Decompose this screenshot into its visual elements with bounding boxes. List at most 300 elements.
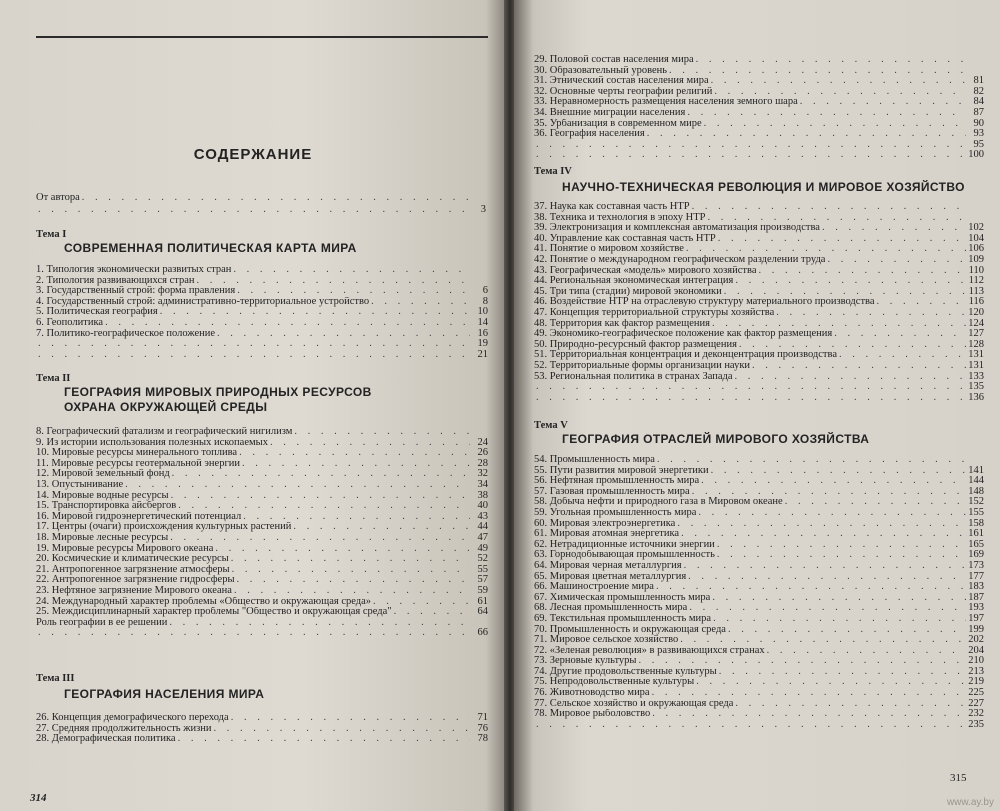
dot-leader — [172, 469, 470, 480]
toc-entry — [36, 480, 488, 491]
toc-entry-page: 135 — [968, 381, 984, 393]
theme-2-entries — [36, 427, 488, 639]
toc-entry-page: 152 — [968, 496, 984, 508]
toc-entry-page: 44 — [477, 521, 488, 533]
dot-leader — [293, 522, 470, 533]
toc-entry-title — [36, 286, 235, 297]
dot-leader — [684, 561, 966, 572]
toc-entry-title — [534, 287, 722, 298]
dot-leader — [692, 202, 966, 213]
toc-entry-title — [534, 572, 686, 583]
toc-entry — [36, 339, 488, 350]
toc-entry-title — [534, 108, 685, 119]
toc-entry-number: 26. — [36, 713, 50, 723]
top-rule — [36, 36, 488, 38]
toc-entry — [36, 307, 488, 318]
toc-entry-title — [534, 677, 694, 688]
toc-entry-text: Мировой гидроэнергетический потенциал — [51, 511, 242, 522]
toc-entry-page: 32 — [477, 468, 488, 480]
toc-entry-text: Территориальные формы организации науки — [549, 360, 751, 371]
toc-entry — [534, 108, 984, 119]
toc-entry-number: 53. — [534, 371, 548, 382]
toc-entry-number: 74. — [534, 666, 548, 677]
toc-entry-page: 102 — [968, 222, 984, 234]
toc-entry-page: 183 — [968, 581, 984, 593]
toc-entry-title — [36, 501, 176, 512]
toc-entry-title — [36, 565, 230, 576]
toc-entry-title — [534, 593, 710, 604]
toc-entry-number: 61. — [534, 529, 548, 540]
toc-entry-title — [534, 319, 710, 330]
dot-leader — [178, 501, 470, 512]
toc-entry-title — [36, 459, 240, 470]
dot-leader — [237, 575, 470, 586]
toc-entry-page: 19 — [477, 338, 488, 350]
toc-entry-number: 77. — [534, 698, 548, 709]
toc-entry-page: 177 — [968, 570, 984, 582]
theme-5-label: Тема V — [534, 420, 568, 431]
toc-entry-text: Роль географии в ее решении — [36, 617, 168, 628]
dot-leader — [822, 223, 966, 234]
toc-entry-text: Три типа (стадии) мировой экономики — [549, 286, 722, 297]
toc-entry-number: 35. — [534, 118, 548, 129]
toc-entry-title — [534, 519, 675, 530]
dot-leader — [234, 586, 470, 597]
dot-leader — [536, 393, 966, 404]
dot-leader — [758, 266, 966, 277]
dot-leader — [170, 533, 470, 544]
toc-entry-number: 14. — [36, 490, 50, 501]
toc-entry-title — [36, 544, 213, 555]
toc-entry-number: 59. — [534, 507, 548, 518]
toc-entry-title — [36, 618, 167, 629]
toc-entry — [36, 469, 488, 480]
toc-entry-number: 28. — [36, 734, 50, 745]
toc-entry-text: Текстильная промышленность мира — [549, 613, 712, 624]
toc-entry — [534, 319, 984, 330]
toc-entry — [534, 297, 984, 308]
toc-entry — [534, 276, 984, 287]
toc-entry-number: 15. — [36, 501, 50, 512]
dot-leader — [735, 699, 966, 710]
toc-entry-number: 20. — [36, 554, 50, 565]
toc-entry-page: 43 — [477, 510, 488, 522]
toc-entry-number: 29. — [534, 55, 548, 65]
theme-1-title: СОВРЕМЕННАЯ ПОЛИТИЧЕСКАЯ КАРТА МИРА — [64, 241, 357, 255]
toc-entry-page: 64 — [477, 606, 488, 618]
toc-entry-text: Геополитика — [46, 317, 104, 328]
toc-entry-text: Региональная политика в странах Запада — [549, 371, 733, 382]
dot-leader — [834, 329, 966, 340]
dot-leader — [197, 276, 470, 287]
toc-entry — [36, 607, 488, 618]
toc-entry-page: 187 — [968, 591, 984, 603]
toc-entry — [36, 724, 488, 735]
toc-entry-number: 3. — [36, 286, 44, 297]
toc-entry-number: 42. — [534, 254, 548, 265]
toc-entry — [534, 614, 984, 625]
dot-leader — [701, 476, 966, 487]
toc-entry-text: Государственный строй: административно-территориальное устройство — [46, 296, 370, 307]
toc-entry-number: 18. — [36, 532, 50, 543]
toc-entry-page: 61 — [477, 595, 488, 607]
toc-entry — [534, 350, 984, 361]
toc-entry — [534, 508, 984, 519]
dot-leader — [647, 129, 966, 140]
toc-entry-title — [36, 554, 229, 565]
toc-entry-text: Понятие о мировом хозяйстве — [549, 244, 684, 255]
toc-entry-number: 2. — [36, 275, 44, 286]
toc-entry-title — [534, 699, 733, 710]
toc-entry-title — [534, 361, 750, 372]
toc-entry-title — [534, 372, 733, 383]
dot-leader — [718, 234, 966, 245]
toc-entry-number: 69. — [534, 613, 548, 624]
toc-entry — [534, 529, 984, 540]
toc-entry-number: 23. — [36, 585, 50, 596]
toc-entry — [36, 459, 488, 470]
toc-entry-page: 169 — [968, 549, 984, 561]
toc-entry — [534, 603, 984, 614]
toc-entry — [534, 361, 984, 372]
toc-entry-text: Лесная промышленность мира — [549, 603, 688, 614]
toc-entry-title — [36, 575, 235, 586]
toc-entry-title — [534, 55, 694, 66]
toc-entry-page: 232 — [968, 708, 984, 720]
toc-entry-text: Основные черты географии религий — [549, 86, 713, 97]
toc-entry-number: 8. — [36, 427, 44, 437]
toc-entry — [36, 586, 488, 597]
toc-entry-text: Мировые ресурсы Мирового океана — [51, 543, 214, 554]
dot-leader — [656, 582, 966, 593]
toc-entry-title — [36, 734, 176, 745]
toc-entry-page: 161 — [968, 528, 984, 540]
dot-leader — [698, 508, 966, 519]
toc-entry — [534, 55, 984, 66]
toc-entry-page: 66 — [477, 627, 488, 639]
dot-leader — [711, 76, 966, 87]
dot-leader — [536, 150, 966, 161]
toc-entry-page: 95 — [973, 138, 984, 150]
toc-entry-title — [534, 76, 709, 87]
toc-entry-page: 144 — [968, 475, 984, 487]
toc-entry-title — [36, 724, 212, 735]
theme-1-label: Тема I — [36, 229, 67, 240]
toc-entry-page: 131 — [968, 359, 984, 371]
toc-entry-title — [534, 340, 737, 351]
toc-entry-title — [36, 512, 241, 523]
toc-entry-text: Мировые лесные ресурсы — [51, 532, 169, 543]
toc-entry-title — [534, 297, 875, 308]
toc-entry-text: Добыча нефти и природного газа в Мировом океане — [549, 497, 783, 508]
toc-entry-page: 84 — [973, 96, 984, 108]
toc-entry-title — [534, 582, 654, 593]
theme-2-title-line2: ОХРАНА ОКРУЖАЮЩЕЙ СРЕДЫ — [64, 400, 268, 414]
right-page — [514, 0, 1000, 811]
theme-3-entries — [36, 713, 488, 745]
theme-4-title: НАУЧНО-ТЕХНИЧЕСКАЯ РЕВОЛЮЦИЯ И МИРОВОЕ ХОЗЯЙСТВО — [562, 180, 965, 194]
toc-entry-title — [36, 480, 123, 491]
toc-entry — [534, 466, 984, 477]
toc-entry-page: 10 — [477, 306, 488, 318]
toc-entry-number: 17. — [36, 522, 50, 533]
toc-entry — [36, 522, 488, 533]
toc-entry-number: 16. — [36, 511, 50, 522]
dot-leader — [767, 646, 966, 657]
dot-leader — [536, 720, 966, 731]
toc-entry — [534, 593, 984, 604]
toc-entry-number: 41. — [534, 244, 548, 255]
toc-entry-number: 1. — [36, 265, 44, 275]
toc-entry-page: 210 — [968, 655, 984, 667]
toc-entry-number: 36. — [534, 129, 548, 140]
dot-leader — [232, 565, 470, 576]
toc-entry-title — [534, 244, 684, 255]
toc-entry-text: Политико-географическое положение — [46, 328, 216, 339]
toc-entry-text: Типология развивающихся стран — [46, 275, 195, 286]
toc-entry-text: Транспортировка айсбергов — [51, 501, 177, 512]
toc-entry-title — [36, 586, 232, 597]
toc-entry-text: Урбанизация в современном мире — [549, 118, 702, 129]
toc-entry — [36, 448, 488, 459]
toc-entry — [534, 382, 984, 393]
dot-leader — [669, 66, 966, 77]
toc-entry-number: 45. — [534, 286, 548, 297]
toc-entry-number: 71. — [534, 635, 548, 646]
toc-entry-text: Антропогенное загрязнение гидросферы — [51, 575, 235, 586]
toc-entry — [36, 628, 488, 639]
toc-entry-page: 136 — [968, 391, 984, 403]
toc-entry-title — [534, 550, 715, 561]
dot-leader — [231, 713, 470, 724]
toc-entry-number: 9. — [36, 437, 44, 448]
toc-entry-page: 148 — [968, 485, 984, 497]
toc-entry-number: 33. — [534, 97, 548, 108]
toc-entry-page: 128 — [968, 338, 984, 350]
left-page-number: 314 — [30, 792, 47, 804]
theme-2-label: Тема II — [36, 373, 71, 384]
toc-entry-text: Образовательный уровень — [549, 65, 668, 76]
toc-entry-title — [534, 688, 650, 699]
toc-entry-number: 68. — [534, 603, 548, 614]
toc-entry — [534, 255, 984, 266]
toc-entry-text: Горнодобывающая промышленность — [549, 550, 715, 561]
toc-entry-page: 113 — [968, 285, 984, 297]
toc-entry-title — [534, 308, 774, 319]
toc-entry-number: 64. — [534, 560, 548, 571]
dot-leader — [707, 213, 966, 224]
toc-entry-title — [534, 476, 699, 487]
toc-entry — [534, 244, 984, 255]
toc-entry — [534, 119, 984, 130]
toc-entry-title — [534, 255, 825, 266]
toc-entry-page: 52 — [477, 553, 488, 565]
dot-leader — [711, 466, 966, 477]
dot-leader — [735, 276, 966, 287]
toc-entry-title — [36, 491, 169, 502]
toc-entry — [36, 575, 488, 586]
toc-entry-title — [36, 438, 268, 449]
toc-entry — [534, 561, 984, 572]
dot-leader — [233, 265, 470, 276]
dot-leader — [231, 554, 470, 565]
dot-leader — [717, 550, 966, 561]
theme-3-label: Тема III — [36, 673, 75, 684]
toc-entry-title — [36, 607, 392, 618]
toc-entry-title — [534, 213, 705, 224]
toc-entry-number: 48. — [534, 318, 548, 329]
toc-entry-number: 51. — [534, 350, 548, 361]
toc-entry-text: Демографическая политика — [51, 734, 176, 745]
toc-entry — [36, 713, 488, 724]
toc-entry-page: 202 — [968, 634, 984, 646]
toc-entry-page: 165 — [968, 538, 984, 550]
toc-entry-page: 76 — [477, 722, 488, 734]
toc-entry — [36, 618, 488, 629]
toc-entry-page: 109 — [968, 253, 984, 265]
toc-entry-title — [534, 276, 733, 287]
toc-entry-page: 14 — [477, 316, 488, 328]
toc-entry — [534, 572, 984, 583]
toc-entry-number: 37. — [534, 202, 548, 212]
toc-entry-text: Природно-ресурсный фактор размещения — [549, 339, 737, 350]
toc-entry-title — [36, 307, 158, 318]
dot-leader — [38, 628, 470, 639]
toc-entry — [534, 677, 984, 688]
toc-entry-text: Типология экономически развитых стран — [46, 265, 232, 275]
toc-entry-title — [36, 448, 237, 459]
toc-entry-title — [534, 350, 837, 361]
toc-entry-page: 90 — [973, 117, 984, 129]
toc-entry-number: 47. — [534, 307, 548, 318]
toc-entry — [534, 129, 984, 140]
toc-entry-page: 112 — [968, 275, 984, 287]
toc-entry-number: 39. — [534, 223, 548, 234]
dot-leader — [800, 97, 966, 108]
toc-entry-text: Пути развития мировой энергетики — [549, 465, 709, 476]
toc-entry-page: 21 — [477, 348, 488, 360]
dot-leader — [688, 572, 966, 583]
toc-entry-text: Промышленность мира — [549, 455, 655, 465]
toc-entry-number: 6. — [36, 317, 44, 328]
toc-entry-text: «Зеленая революция» в развивающихся странах — [549, 645, 765, 656]
toc-entry — [534, 476, 984, 487]
toc-entry-text: Мировое рыболовство — [549, 709, 651, 720]
dot-leader — [638, 656, 966, 667]
dot-leader — [239, 448, 470, 459]
toc-entry-title — [36, 469, 170, 480]
toc-entry-number: 7. — [36, 328, 44, 339]
toc-entry — [36, 297, 488, 308]
toc-entry-page: 204 — [968, 644, 984, 656]
dot-leader — [712, 319, 966, 330]
toc-entry-title — [534, 234, 716, 245]
dot-leader — [677, 519, 966, 530]
dot-leader — [652, 688, 966, 699]
toc-entry-page: 133 — [968, 370, 984, 382]
toc-entry — [534, 308, 984, 319]
toc-entry-text: Машиностроение мира — [549, 582, 654, 593]
toc-entry-number: 76. — [534, 688, 548, 699]
toc-entry — [534, 213, 984, 224]
toc-entry — [36, 491, 488, 502]
dot-leader — [827, 255, 966, 266]
toc-entry-number: 40. — [534, 233, 548, 244]
toc-entry-number: 56. — [534, 476, 548, 487]
toc-entry — [36, 265, 488, 276]
toc-entry-text: Другие продовольственные культуры — [549, 666, 717, 677]
toc-entry-page: 93 — [973, 128, 984, 140]
toc-entry — [36, 597, 488, 608]
toc-entry-page: 100 — [968, 149, 984, 161]
toc-entry-title — [534, 709, 650, 720]
toc-entry — [534, 97, 984, 108]
toc-entry-text: Средняя продолжительность жизни — [51, 723, 212, 734]
toc-entry-page: 158 — [968, 517, 984, 529]
toc-entry-number: 50. — [534, 339, 548, 350]
toc-entry-title — [36, 597, 371, 608]
toc-entry — [36, 329, 488, 340]
toc-entry — [36, 501, 488, 512]
dot-leader — [160, 307, 470, 318]
toc-entry — [534, 582, 984, 593]
toc-entry — [534, 287, 984, 298]
toc-entry-page: 197 — [968, 612, 984, 624]
toc-entry-page: 227 — [968, 697, 984, 709]
toc-entry — [36, 734, 488, 745]
toc-entry — [534, 76, 984, 87]
toc-entry — [534, 140, 984, 151]
toc-entry-number: 75. — [534, 677, 548, 688]
toc-entry-text: Экономико-географическое положение как фактор размещения — [549, 329, 833, 340]
toc-entry-number: 31. — [534, 76, 548, 87]
dot-leader — [294, 427, 470, 438]
dot-leader — [38, 339, 470, 350]
toc-entry — [534, 656, 984, 667]
toc-entry-number: 49. — [534, 329, 548, 340]
toc-entry-number: 4. — [36, 296, 44, 307]
toc-entry-title — [36, 522, 291, 533]
dot-leader — [719, 667, 966, 678]
toc-entry-number: 55. — [534, 465, 548, 476]
toc-entry-title — [534, 603, 687, 614]
toc-entry-title — [534, 508, 696, 519]
toc-entry-title — [534, 455, 655, 466]
toc-entry — [534, 540, 984, 551]
toc-entry-page: 193 — [968, 602, 984, 614]
dot-leader — [243, 512, 470, 523]
toc-entry-page: 110 — [968, 264, 984, 276]
toc-entry-page: 104 — [968, 232, 984, 244]
toc-entry — [36, 276, 488, 287]
dot-leader — [696, 55, 966, 66]
toc-entry — [534, 329, 984, 340]
toc-entry — [534, 519, 984, 530]
dot-leader — [752, 361, 966, 372]
toc-entry-number: 66. — [534, 582, 548, 593]
toc-entry — [36, 544, 488, 555]
toc-entry-number: 60. — [534, 518, 548, 529]
intro-entry — [36, 193, 486, 217]
toc-entry-text: Географический фатализм и географический нигилизм — [46, 427, 293, 437]
theme-1-entries — [36, 265, 488, 360]
toc-entry-number: 11. — [36, 458, 49, 469]
toc-entry-page: 141 — [968, 464, 984, 476]
toc-entry-page: 120 — [968, 306, 984, 318]
toc-entry-page: 16 — [477, 327, 488, 339]
toc-entry-title — [534, 646, 765, 657]
toc-entry-title — [534, 87, 712, 98]
